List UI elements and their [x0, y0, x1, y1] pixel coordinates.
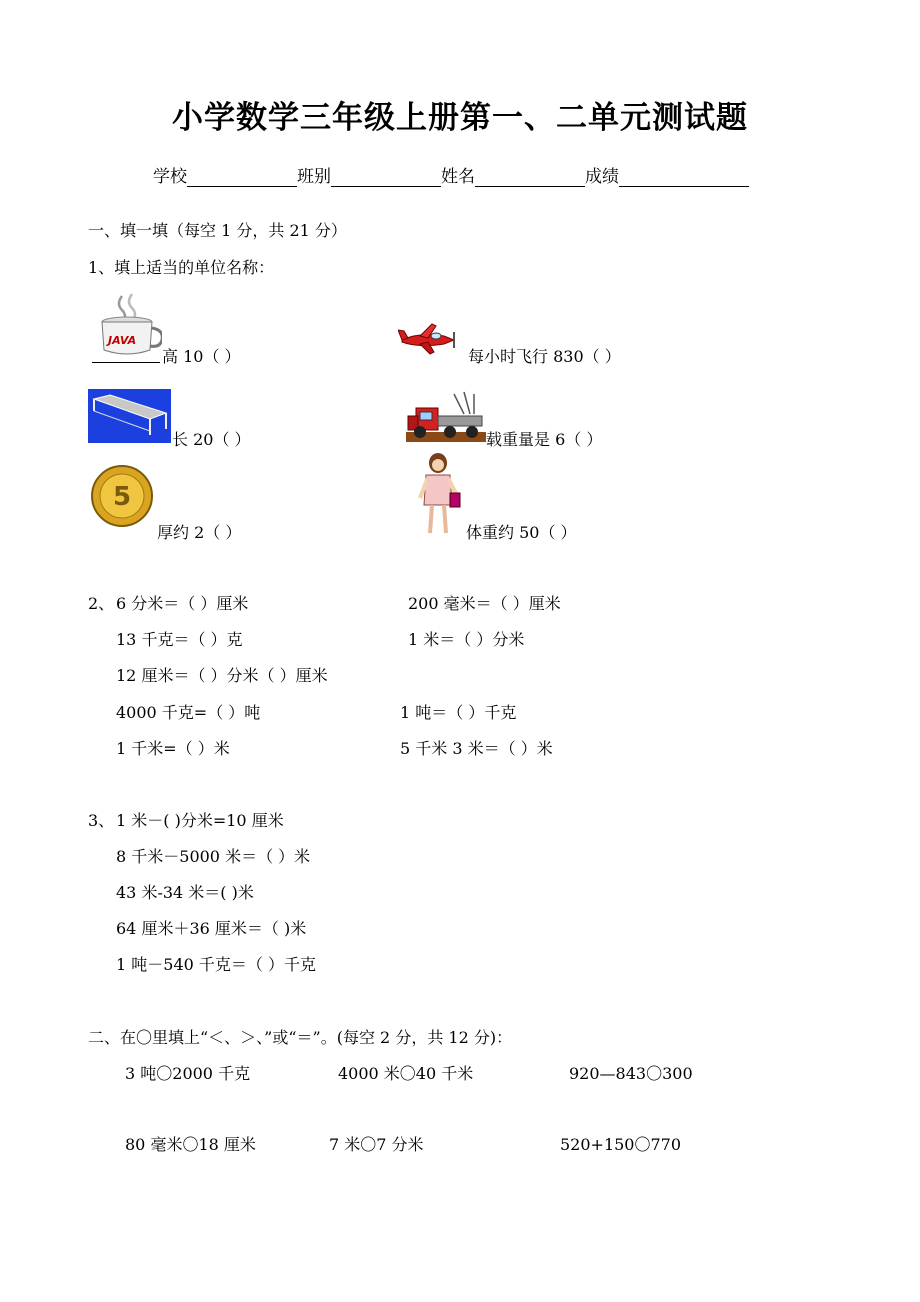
q1-item-weight: 体重约 50（ ）	[466, 523, 577, 542]
q1-item-length: 长 20（ ）	[172, 430, 251, 449]
q2-row-1-right: 200 毫米＝（ ）厘米	[408, 594, 561, 613]
section2-row-2-col-1: 80 毫米〇18 厘米	[125, 1135, 256, 1154]
school-blank[interactable]	[187, 170, 297, 187]
name-label: 姓名	[441, 167, 475, 187]
page-title: 小学数学三年级上册第一、二单元测试题	[172, 100, 748, 136]
q3-row-2: 8 千米－5000 米＝（ ）米	[116, 847, 311, 866]
coin-icon	[90, 464, 154, 528]
q3-row-1: 1 米－( )分米=10 厘米	[116, 811, 284, 830]
q1-item-load: 载重量是 6（ ）	[486, 430, 603, 449]
truck-icon	[406, 390, 486, 442]
airplane-icon	[398, 322, 458, 356]
section2-heading: 二、在〇里填上“＜、＞、”或“＝”。(每空 2 分，共 12 分)：	[88, 1028, 513, 1047]
q1-item-speed: 每小时飞行 830（ ）	[468, 347, 621, 366]
class-blank[interactable]	[331, 170, 441, 187]
score-label: 成绩	[585, 167, 619, 187]
section2-row-1-col-3: 920—843〇300	[569, 1064, 693, 1083]
bed-icon	[88, 389, 171, 443]
school-label: 学校	[153, 167, 187, 187]
header-fields	[153, 162, 749, 187]
q2-label: 2、	[88, 594, 115, 613]
class-label: 班别	[297, 167, 331, 187]
section1-heading: 一、填一填（每空 1 分，共 21 分）	[88, 221, 347, 240]
q1-item-height: 高 10（ ）	[162, 347, 241, 366]
score-blank[interactable]	[619, 170, 749, 187]
q2-row-4-left: 4000 千克=（ ）吨	[116, 703, 261, 722]
q2-row-3-left: 12 厘米＝（ ）分米（ ）厘米	[116, 666, 328, 685]
section2-row-2-col-3: 520+150〇770	[560, 1135, 682, 1154]
q1-label: 1、填上适当的单位名称：	[88, 258, 275, 277]
woman-icon	[412, 453, 464, 537]
java-mug-icon	[92, 292, 162, 362]
q2-row-5-right: 5 千米 3 米＝（ ）米	[400, 739, 553, 758]
name-blank[interactable]	[475, 170, 585, 187]
section2-row-1-col-2: 4000 米〇40 千米	[338, 1064, 474, 1083]
q3-row-4: 64 厘米＋36 厘米＝（ )米	[116, 919, 307, 938]
q2-row-2-right: 1 米＝（ ）分米	[408, 630, 525, 649]
coin-value: 5	[112, 482, 132, 512]
q3-row-5: 1 吨－540 千克＝（ ）千克	[116, 955, 316, 974]
q2-row-2-left: 13 千克＝（ ）克	[116, 630, 243, 649]
q3-label: 3、	[88, 811, 115, 830]
q3-row-3: 43 米-34 米＝( )米	[116, 883, 254, 902]
section2-row-2-col-2: 7 米〇7 分米	[329, 1135, 424, 1154]
mug-text: JAVA	[108, 334, 137, 347]
q2-row-1-left: 6 分米＝（ ）厘米	[116, 594, 249, 613]
q2-row-4-right: 1 吨＝（ ）千克	[400, 703, 517, 722]
mug-underline	[92, 362, 160, 363]
q2-row-5-left: 1 千米=（ ）米	[116, 739, 230, 758]
q1-item-thickness: 厚约 2（ ）	[157, 523, 242, 542]
section2-row-1-col-1: 3 吨〇2000 千克	[125, 1064, 251, 1083]
